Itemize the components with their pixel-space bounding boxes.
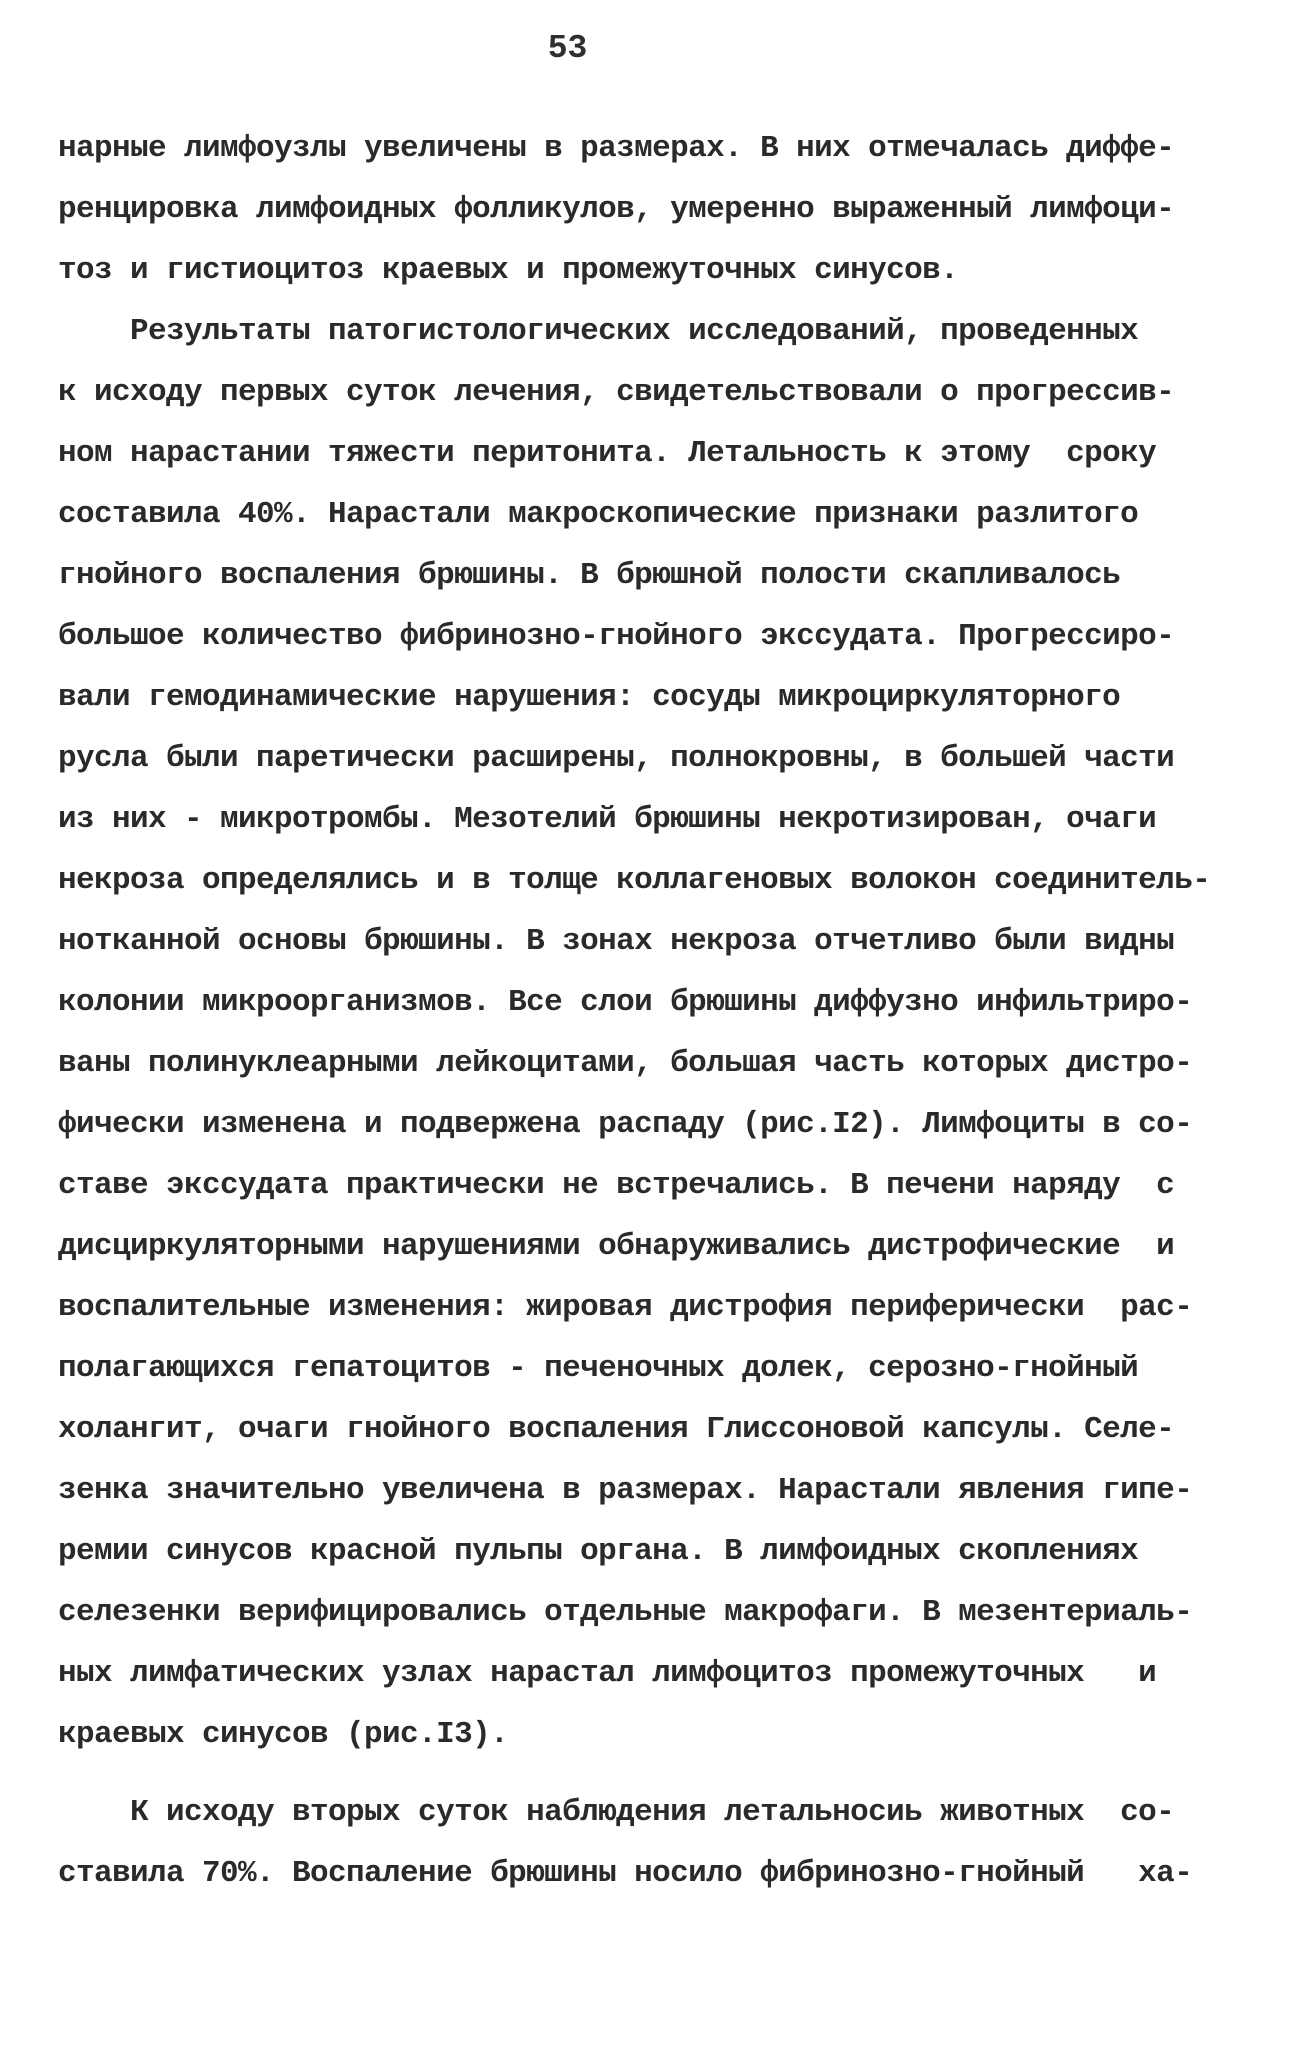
text-line: ном нарастании тяжести перитонита. Летальность к этому сроку	[58, 436, 1157, 471]
paragraph-gap	[58, 1765, 1258, 1782]
text-line: нотканной основы брюшины. В зонах некроза отчетливо были видны	[58, 924, 1175, 959]
text-line: воспалительные изменения: жировая дистрофия периферически рас-	[58, 1290, 1193, 1325]
text-line: ставила 70%. Воспаление брюшины носило фибринозно-гнойный ха-	[58, 1856, 1193, 1891]
text-line: нарные лимфоузлы увеличены в размерах. В них отмечалась диффе-	[58, 131, 1175, 166]
text-line: русла были паретически расширены, полнокровны, в большей части	[58, 741, 1175, 776]
paragraph-start-line: Результаты патогистологических исследований, проведенных	[58, 314, 1139, 349]
text-line: из них - микротромбы. Мезотелий брюшины некротизирован, очаги	[58, 802, 1157, 837]
text-line: зенка значительно увеличена в размерах. Нарастали явления гипе-	[58, 1473, 1193, 1508]
text-line: ставе экссудата практически не встречались. В печени наряду с	[58, 1168, 1175, 1203]
text-line: холангит, очаги гнойного воспаления Глиссоновой капсулы. Селе-	[58, 1412, 1175, 1447]
text-line: к исходу первых суток лечения, свидетельствовали о прогрессив-	[58, 375, 1175, 410]
text-line: ных лимфатических узлах нарастал лимфоцитоз промежуточных и	[58, 1656, 1157, 1691]
text-line: составила 40%. Нарастали макроскопические признаки разлитого	[58, 497, 1139, 532]
page-number: 53	[547, 30, 588, 67]
text-line: большое количество фибринозно-гнойного экссудата. Прогрессиро-	[58, 619, 1175, 654]
text-line: тоз и гистиоцитоз краевых и промежуточных синусов.	[58, 253, 959, 288]
text-line: колонии микроорганизмов. Все слои брюшины диффузно инфильтриро-	[58, 985, 1193, 1020]
text-line: ваны полинуклеарными лейкоцитами, большая часть которых дистро-	[58, 1046, 1193, 1081]
text-line: селезенки верифицировались отдельные макрофаги. В мезентериаль-	[58, 1595, 1193, 1630]
text-line: ремии синусов красной пульпы органа. В лимфоидных скоплениях	[58, 1534, 1139, 1569]
text-line: ренцировка лимфоидных фолликулов, умеренно выраженный лимфоци-	[58, 192, 1175, 227]
text-line: вали гемодинамические нарушения: сосуды микроциркуляторного	[58, 680, 1121, 715]
text-line: полагающихся гепатоцитов - печеночных долек, серозно-гнойный	[58, 1351, 1139, 1386]
body-text	[58, 118, 1258, 1904]
text-line: некроза определялись и в толще коллагеновых волокон соединитель-	[58, 863, 1211, 898]
text-line: фически изменена и подвержена распаду (рис.I2). Лимфоциты в со-	[58, 1107, 1193, 1142]
paragraph-start-line: К исходу вторых суток наблюдения летальносиь животных со-	[58, 1795, 1175, 1830]
text-line: гнойного воспаления брюшины. В брюшной полости скапливалось	[58, 558, 1121, 593]
text-line: дисциркуляторными нарушениями обнаруживались дистрофические и	[58, 1229, 1175, 1264]
text-line: краевых синусов (рис.I3).	[58, 1717, 509, 1752]
